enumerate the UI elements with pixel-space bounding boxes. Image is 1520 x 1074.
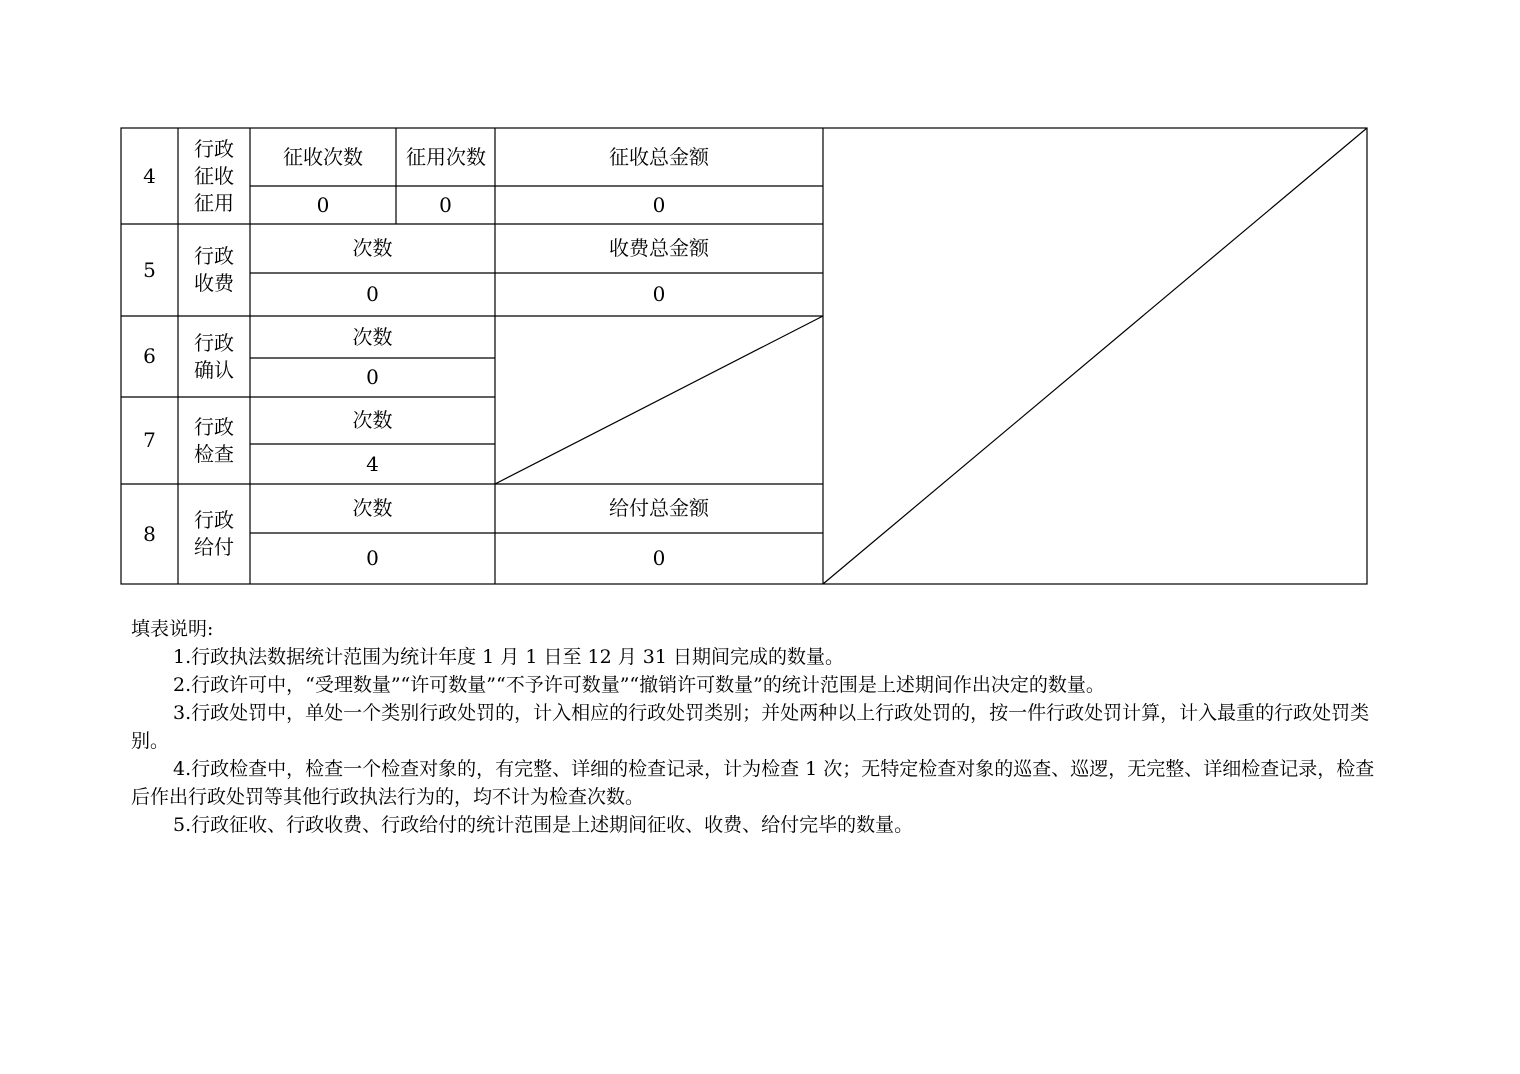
row-label-line: 征用 bbox=[194, 190, 234, 215]
row-label-line: 行政 bbox=[194, 330, 234, 355]
header-cell: 次数 bbox=[352, 236, 393, 260]
value-cell: 0 bbox=[366, 546, 379, 570]
value-cell: 0 bbox=[316, 192, 330, 217]
value-cell: 0 bbox=[366, 282, 379, 306]
value-cell: 0 bbox=[652, 546, 666, 570]
row-label bbox=[178, 128, 250, 224]
row-label bbox=[178, 224, 250, 316]
header-cell: 次数 bbox=[352, 496, 393, 520]
value-cell: 0 bbox=[366, 365, 379, 389]
row-label bbox=[178, 316, 250, 397]
row-number: 5 bbox=[143, 257, 156, 282]
notes-title: 填表说明: bbox=[131, 618, 214, 640]
note-item: 3.行政处罚中，单处一个类别行政处罚的，计入相应的行政处罚类别；并处两种以上行政处罚的，按一件行政处罚计算，计入最重的行政处罚类别。 bbox=[131, 702, 1370, 752]
value-cell: 0 bbox=[439, 192, 452, 217]
header-cell: 收费总金额 bbox=[609, 236, 709, 260]
row-label-line: 确认 bbox=[194, 357, 234, 382]
blank-diagonal-large bbox=[823, 128, 1367, 584]
header-cell: 次数 bbox=[352, 324, 393, 349]
note-item: 4.行政检查中，检查一个检查对象的，有完整、详细的检查记录，计为检查 1 次；无特定检查对象的巡查、巡逻，无完整、详细检查记录，检查后作出行政处罚等其他行政执法行为的，均不计为检查次数。 bbox=[131, 758, 1375, 808]
header-cell: 给付总金额 bbox=[609, 496, 709, 520]
header-cell: 征收总金额 bbox=[609, 144, 709, 169]
header-cell: 征收次数 bbox=[283, 144, 363, 169]
note-item: 1.行政执法数据统计范围为统计年度 1 月 1 日至 12 月 31 日期间完成的数量。 bbox=[173, 646, 844, 668]
header-cell: 次数 bbox=[352, 408, 393, 432]
row-label bbox=[178, 397, 250, 484]
value-cell: 0 bbox=[652, 192, 666, 217]
row-label-line: 行政 bbox=[194, 508, 234, 532]
note-item: 5.行政征收、行政收费、行政给付的统计范围是上述期间征收、收费、给付完毕的数量。 bbox=[173, 814, 914, 836]
blank-diagonal-small bbox=[495, 316, 823, 484]
row-label-line: 行政 bbox=[194, 136, 234, 161]
row-label-line: 收费 bbox=[194, 271, 234, 295]
note-item: 2.行政许可中，“受理数量”“许可数量”“不予许可数量”“撤销许可数量”的统计范围是上述期间作出决定的数量。 bbox=[173, 674, 1105, 696]
row-label-line: 行政 bbox=[194, 414, 234, 439]
row-number: 6 bbox=[143, 344, 156, 368]
row-label-line: 给付 bbox=[194, 535, 234, 559]
row-label-line: 检查 bbox=[194, 441, 234, 466]
row-label-line: 征收 bbox=[194, 163, 234, 188]
value-cell: 4 bbox=[366, 451, 379, 476]
row-number: 4 bbox=[143, 163, 156, 188]
header-cell: 征用次数 bbox=[406, 145, 486, 169]
filling-instructions bbox=[131, 615, 1391, 839]
row-label bbox=[178, 484, 250, 584]
row-number: 7 bbox=[143, 428, 156, 452]
row-label-line: 行政 bbox=[194, 244, 234, 268]
value-cell: 0 bbox=[652, 282, 666, 306]
row-number: 8 bbox=[143, 521, 156, 546]
